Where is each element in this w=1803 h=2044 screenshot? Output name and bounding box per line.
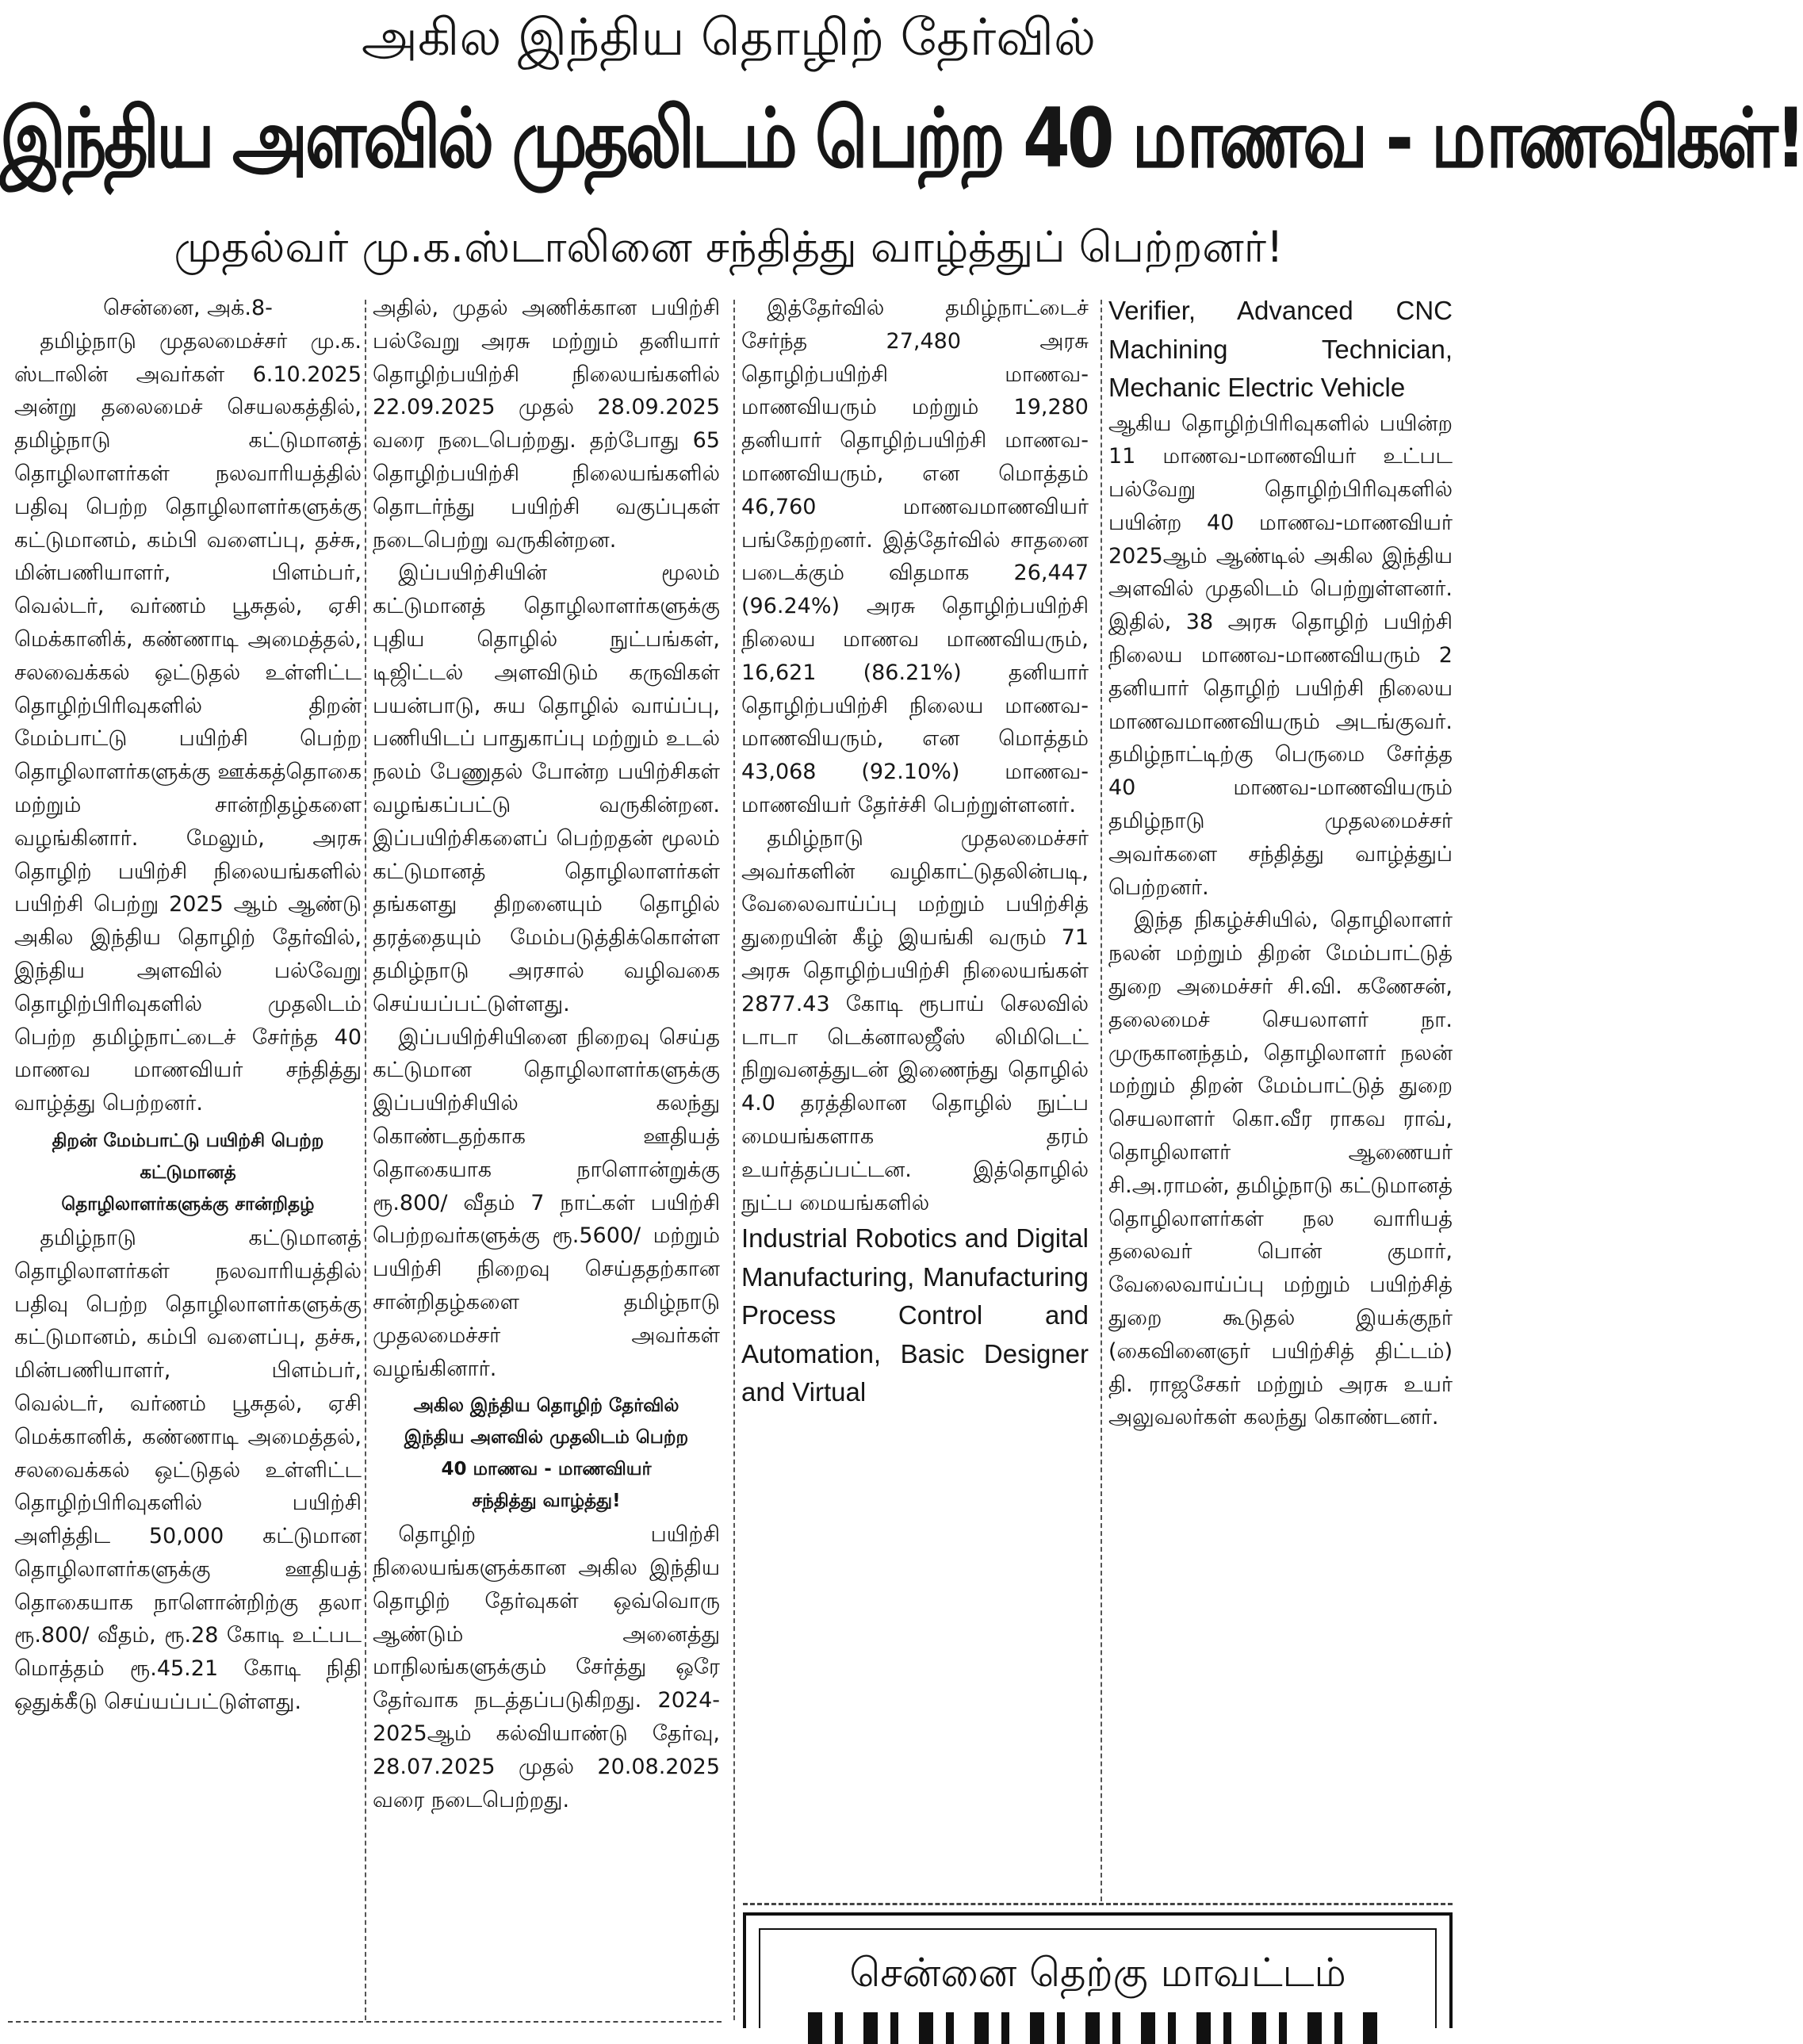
article-column-4 (1108, 292, 1453, 1434)
article-column-2 (373, 292, 720, 1816)
subheading-line: 40 மாணவ - மாணவியர் (441, 1459, 652, 1480)
paragraph: தொழிற் பயிற்சி நிலையங்களுக்கான அகில இந்திய தொழிற் தேர்வுகள் ஒவ்வொரு ஆண்டும் அனைத்து மாநிலங்களுக்கும் சேர்த்து ஒரே தேர்வாக நடத்தப்படுகிறது. 2024-2025ஆம் கல்வியாண்டு தேர்வு, 28.07.2025 முதல் 20.08.2025 வரை நடைபெற்றது. (373, 1522, 720, 1812)
article-column-3 (741, 292, 1089, 1905)
next-story-frame (759, 1928, 1437, 2028)
subheading-line: திறன் மேம்பாட்டு பயிற்சி பெற்ற கட்டுமானத் (52, 1130, 324, 1183)
subheading-line: இந்திய அளவில் முதலிடம் பெற்ற (404, 1427, 689, 1449)
article-column-1 (14, 292, 362, 1719)
column-divider (733, 300, 735, 2020)
section-subheading (14, 1125, 362, 1220)
paragraph: ஆகிய தொழிற்பிரிவுகளில் பயின்ற 11 மாணவ-மாணவியர் உட்பட பல்வேறு தொழிற்பிரிவுகளில் பயின்ற 40 மாணவ-மாணவியர் 2025ஆம் ஆண்டில் அகில இந்திய அளவில் முதலிடம் பெற்றுள்ளனர். இதில், 38 அரசு தொழிற் பயிற்சி நிலைய மாணவ-மாணவியரும் 2 தனியார் தொழிற் பயிற்சி நிலைய மாணவமாணவியரும் அடங்குவர். தமிழ்நாட்டிற்கு பெருமை சேர்த்த 40 மாணவ-மாணவியரும் தமிழ்நாடு முதலமைச்சர் அவர்களை சந்தித்து வாழ்த்துப் பெற்றனர். (1108, 411, 1453, 900)
main-headline: இந்திய அளவில் முதலிடம் பெற்ற 40 மாணவ - மாணவிகள்! (0, 91, 1803, 186)
paragraph: அதில், முதல் அணிக்கான பயிற்சி பல்வேறு அரசு மற்றும் தனியார் தொழிற்பயிற்சி நிலையங்களில் 22.09.2025 முதல் 28.09.2025 வரை நடைபெற்றது. தற்போது 65 தொழிற்பயிற்சி நிலையங்களில் தொடர்ந்து பயிற்சி வகுப்புகள் நடைபெற்று வருகின்றன. (373, 296, 720, 553)
section-subheading (373, 1390, 720, 1517)
kicker-headline: அகில இந்திய தொழிற் தேர்வில் (361, 9, 1097, 67)
dateline: சென்னை, அக்.8- (103, 296, 273, 320)
paragraph: தமிழ்நாடு முதலமைச்சர் அவர்களின் வழிகாட்டுதலின்படி, வேலைவாய்ப்பு மற்றும் பயிற்சித் துறையின் கீழ் இயங்கி வரும் 71 அரசு தொழிற்பயிற்சி நிலையங்கள் 2877.43 கோடி ரூபாய் செலவில் டாடா டெக்னாலஜீஸ் லிமிடெட் நிறுவனத்துடன் இணைந்து தொழில் 4.0 தரத்திலான தொழில் நுட்ப மையங்களாக தரம் உயர்த்தப்பட்டன. இத்தொழில் நுட்ப மையங்களில் (741, 825, 1089, 1215)
subheading-line: தொழிலாளர்களுக்கு சான்றிதழ் (61, 1193, 315, 1215)
sub-headline: முதல்வர் மு.க.ஸ்டாலினை சந்தித்து வாழ்த்துப் பெற்றனர்! (174, 222, 1284, 272)
paragraph-english-terms: Verifier, Advanced CNC Machining Technician, Mechanic Electric Vehicle (1108, 296, 1453, 402)
next-story-box (743, 1912, 1453, 2028)
paragraph-english-terms: Industrial Robotics and Digital Manufacturing, Manufacturing Process Control and Automation, Basic Designer and Virtual (741, 1223, 1089, 1407)
paragraph: இப்பயிற்சியின் மூலம் கட்டுமானத் தொழிலாளர்களுக்கு புதிய தொழில் நுட்பங்கள், டிஜிட்டல் அளவிடும் கருவிகள் பயன்பாடு, சுய தொழில் வாய்ப்பு, பணியிடப் பாதுகாப்பு மற்றும் உடல் நலம் பேணுதல் போன்ற பயிற்சிகள் வழங்கப்பட்டு வருகின்றன. இப்பயிற்சிகளைப் பெற்றதன் மூலம் கட்டுமானத் தொழிலாளர்கள் தங்களது திறனையும் தொழில் தரத்தையும் மேம்படுத்திக்கொள்ள தமிழ்நாடு அரசால் வழிவகை செய்யப்பட்டுள்ளது. (373, 561, 720, 1016)
column-divider (1101, 300, 1102, 1901)
article-end-rule (743, 1903, 1453, 1905)
subheading-line: அகில இந்திய தொழிற் தேர்வில் (413, 1395, 679, 1417)
next-story-title: சென்னை தெற்கு மாவட்டம் (849, 1950, 1346, 1996)
paragraph: தமிழ்நாடு கட்டுமானத் தொழிலாளர்கள் நலவாரியத்தில் பதிவு பெற்ற தொழிலாளர்களுக்கு கட்டுமானம், கம்பி வளைப்பு, தச்சு, மின்பணியாளர், பிளம்பர், வெல்டர், வர்ணம் பூசுதல், ஏசி மெக்கானிக், கண்ணாடி அமைத்தல், சலவைக்கல் ஒட்டுதல் உள்ளிட்ட தொழிற்பிரிவுகளில் பயிற்சி அளித்திட 50,000 கட்டுமான தொழிலாளர்களுக்கு ஊதியத் தொகையாக நாளொன்றிற்கு தலா ரூ.800/ வீதம், ரூ.28 கோடி உட்பட மொத்தம் ரூ.45.21 கோடி நிதி ஒதுக்கீடு செய்யப்பட்டுள்ளது. (14, 1225, 362, 1715)
column-divider (365, 300, 366, 2020)
subheading-line: சந்தித்து வாழ்த்து! (472, 1491, 621, 1512)
paragraph: தமிழ்நாடு முதலமைச்சர் மு.க. ஸ்டாலின் அவர்கள் 6.10.2025 அன்று தலைமைச் செயலகத்தில், தமிழ்நாடு கட்டுமானத் தொழிலாளர்கள் நலவாரியத்தில் பதிவு பெற்ற தொழிலாளர்களுக்கு கட்டுமானம், கம்பி வளைப்பு, தச்சு, மின்பணியாளர், பிளம்பர், வெல்டர், வர்ணம் பூசுதல், ஏசி மெக்கானிக், கண்ணாடி அமைத்தல், சலவைக்கல் ஒட்டுதல் உள்ளிட்ட தொழிற்பிரிவுகளில் திறன் மேம்பாட்டு பயிற்சி பெற்ற தொழிலாளர்களுக்கு ஊக்கத்தொகை மற்றும் சான்றிதழ்களை வழங்கினார். மேலும், அரசு தொழிற் பயிற்சி நிலையங்களில் பயிற்சி பெற்று 2025 ஆம் ஆண்டு அகில இந்திய தொழிற் தேர்வில், இந்திய அளவில் பல்வேறு தொழிற்பிரிவுகளில் முதலிடம் பெற்ற தமிழ்நாட்டைச் சேர்ந்த 40 மாணவ மாணவியர் சந்தித்து வாழ்த்து பெற்றனர். (14, 328, 362, 1116)
next-story-cropped-headline (760, 2012, 1435, 2028)
paragraph: இப்பயிற்சியினை நிறைவு செய்த கட்டுமான தொழிலாளர்களுக்கு இப்பயிற்சியில் கலந்து கொண்டதற்காக ஊதியத் தொகையாக நாளொன்றுக்கு ரூ.800/ வீதம் 7 நாட்கள் பயிற்சி பெற்றவர்களுக்கு ரூ.5600/ மற்றும் பயிற்சி நிறைவு செய்ததற்கான சான்றிதழ்களை தமிழ்நாடு முதலமைச்சர் அவர்கள் வழங்கினார். (373, 1024, 720, 1381)
page-bottom-rule (8, 2021, 722, 2023)
paragraph: இத்தேர்வில் தமிழ்நாட்டைச் சேர்ந்த 27,480 அரசு தொழிற்பயிற்சி மாணவ-மாணவியரும் மற்றும் 19,280 தனியார் தொழிற்பயிற்சி மாணவ-மாணவியரும், என மொத்தம் 46,760 மாணவமாணவியர் பங்கேற்றனர். இத்தேர்வில் சாதனை படைக்கும் விதமாக 26,447 (96.24%) அரசு தொழிற்பயிற்சி நிலைய மாணவ மாணவியரும், 16,621 (86.21%) தனியார் தொழிற்பயிற்சி நிலைய மாணவ-மாணவியரும், என மொத்தம் 43,068 (92.10%) மாணவ-மாணவியர் தேர்ச்சி பெற்றுள்ளனர். (741, 296, 1089, 817)
paragraph: இந்த நிகழ்ச்சியில், தொழிலாளர் நலன் மற்றும் திறன் மேம்பாட்டுத் துறை அமைச்சர் சி.வி. கணேசன், தலைமைச் செயலாளர் நா. முருகானந்தம், தொழிலாளர் நலன் மற்றும் திறன் மேம்பாட்டுத் துறை செயலாளர் கொ.வீர ராகவ ராவ், தொழிலாளர் ஆணையர் சி.அ.ராமன், தமிழ்நாடு கட்டுமானத் தொழிலாளர்கள் நல வாரியத் தலைவர் பொன் குமார், வேலைவாய்ப்பு மற்றும் பயிற்சித் துறை கூடுதல் இயக்குநர் (கைவினைஞர் பயிற்சித் திட்டம்) தி. ராஜசேகர் மற்றும் அரசு உயர் அலுவலர்கள் கலந்து கொண்டனர். (1108, 908, 1453, 1430)
